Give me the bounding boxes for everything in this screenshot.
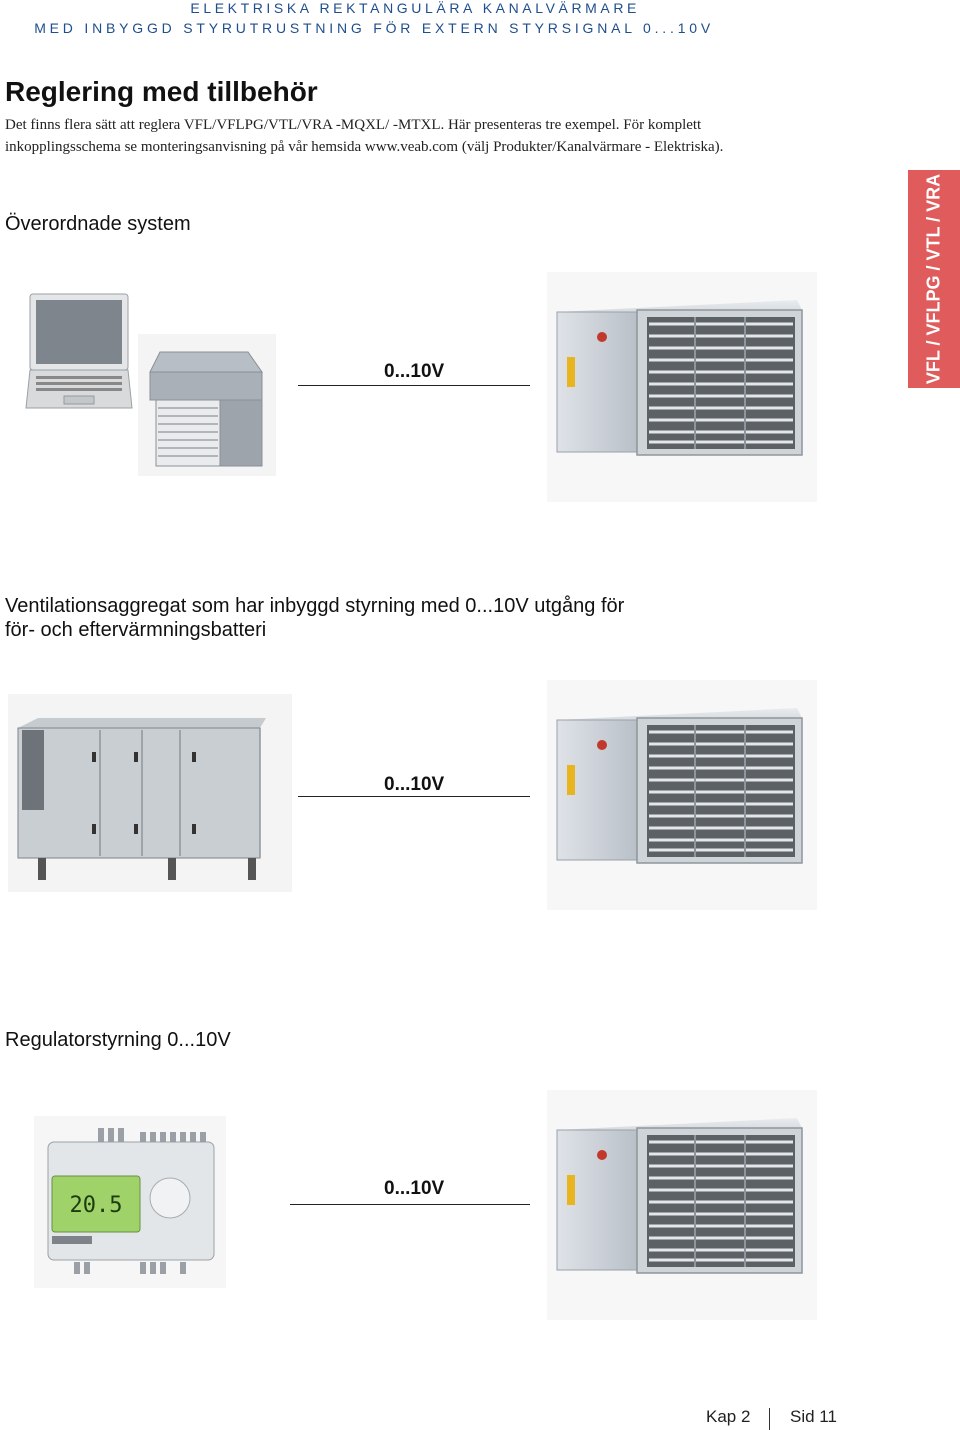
header-line-1: ELEKTRISKA REKTANGULÄRA KANALVÄRMARE xyxy=(190,0,640,16)
header-line-2: MED INBYGGD STYRUTRUSTNING FÖR EXTERN STYRSIGNAL 0...10V xyxy=(34,20,714,36)
building-controller-unit-image xyxy=(138,334,276,476)
duct-heater-image-3 xyxy=(547,1090,817,1320)
signal-label-1: 0...10V xyxy=(384,361,445,382)
duct-heater-image-1 xyxy=(547,272,817,502)
sidebar-label: VFL / VFLPG / VTL / VRA xyxy=(923,173,944,385)
ventilation-unit-image xyxy=(8,694,292,892)
section-heading-overordnade: Överordnade system xyxy=(5,213,191,235)
duct-heater-image-2 xyxy=(547,680,817,910)
signal-connector-line-3 xyxy=(290,1204,530,1205)
regulator-controller-image xyxy=(34,1116,226,1288)
section-heading-ventilation-line-1: Ventilationsaggregat som har inbyggd styrning med 0...10V utgång för xyxy=(5,595,625,617)
intro-line-1: Det finns flera sätt att reglera VFL/VFLPG/VTL/VRA -MQXL/ -MTXL. Här presenteras tre exempel. För komplett xyxy=(5,117,702,133)
signal-label-2: 0...10V xyxy=(384,774,445,795)
signal-connector-line-1 xyxy=(298,385,530,386)
intro-line-2: inkopplingsschema se monteringsanvisning på vår hemsida www.veab.com (välj Produkter/Kanalvärmare - Elektriska). xyxy=(5,139,724,155)
section-heading-ventilation-line-2: för- och eftervärmningsbatteri xyxy=(5,619,267,641)
controller-display-reading: 20.5 xyxy=(69,1193,123,1218)
product-sidebar-tab xyxy=(908,170,960,388)
footer-separator xyxy=(769,1408,770,1430)
page-title: Reglering med tillbehör xyxy=(5,76,318,107)
intro-text xyxy=(5,114,865,158)
section-heading-regulator: Regulatorstyrning 0...10V xyxy=(5,1029,231,1051)
footer-page-number: Sid 11 xyxy=(790,1407,837,1426)
signal-connector-line-2 xyxy=(298,796,530,797)
signal-label-3: 0...10V xyxy=(384,1178,445,1199)
footer-chapter: Kap 2 xyxy=(706,1407,751,1426)
laptop-image xyxy=(24,292,134,414)
